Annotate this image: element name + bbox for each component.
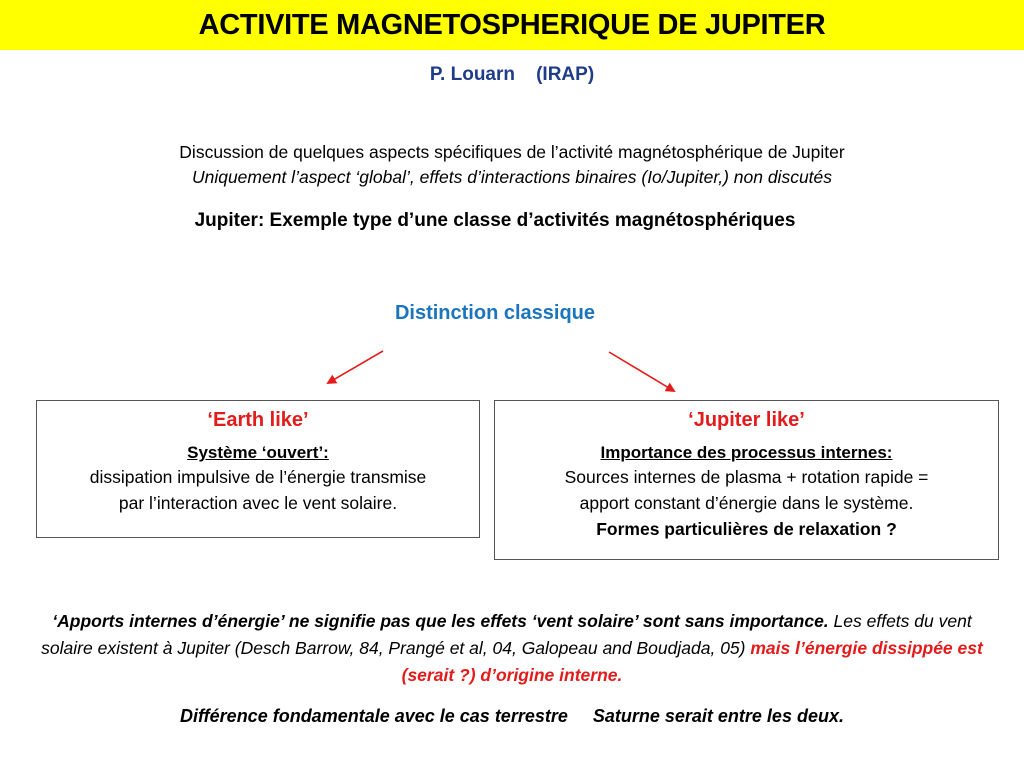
- arrow-right-icon: [609, 352, 674, 391]
- final-line: Différence fondamentale avec le cas terrestre Saturne serait entre les deux.: [180, 706, 844, 726]
- intro-line-2: Uniquement l’aspect ‘global’, effets d’interactions binaires (Io/Jupiter,) non discutés: [191, 167, 833, 187]
- jupiter-like-line-2: apport constant d’énergie dans le système.: [579, 493, 914, 513]
- jupiter-like-line-3: Formes particulières de relaxation ?: [596, 519, 897, 539]
- section-heading: Jupiter: Exemple type d’une classe d’activités magnétosphériques: [194, 210, 796, 231]
- author-line: P. Louarn (IRAP): [429, 64, 595, 85]
- jupiter-like-box: [494, 400, 999, 560]
- conclusion-red: mais l’énergie dissippée est (serait ?) d’origine interne.: [401, 638, 983, 685]
- jupiter-like-line-1: Sources internes de plasma + rotation rapide =: [564, 467, 929, 487]
- jupiter-like-title: ‘Jupiter like’: [688, 409, 805, 431]
- distinction-label: Distinction classique: [394, 302, 596, 324]
- conclusion-paragraph: [40, 608, 984, 689]
- earth-like-line-2: par l’interaction avec le vent solaire.: [118, 493, 398, 513]
- earth-like-line-1: dissipation impulsive de l’énergie transmise: [89, 467, 427, 487]
- earth-like-title: ‘Earth like’: [207, 409, 309, 431]
- arrow-left-icon: [328, 351, 383, 383]
- conclusion-bold: ‘Apports internes d’énergie’ ne signifie pas que les effets ‘vent solaire’ sont sans importance.: [52, 611, 829, 631]
- slide-title: ACTIVITE MAGNETOSPHERIQUE DE JUPITER: [198, 8, 826, 41]
- earth-like-subtitle: Système ‘ouvert’:: [187, 443, 329, 462]
- jupiter-like-subtitle: Importance des processus internes:: [600, 443, 893, 462]
- earth-like-box: [36, 400, 480, 538]
- intro-line-1: Discussion de quelques aspects spécifiques de l’activité magnétosphérique de Jupiter: [179, 142, 845, 162]
- conclusion-normal: Les effets du vent solaire existent à Jupiter (Desch Barrow, 84, Prangé et al, 04, Galopeau and Boudjada, 05): [41, 611, 972, 658]
